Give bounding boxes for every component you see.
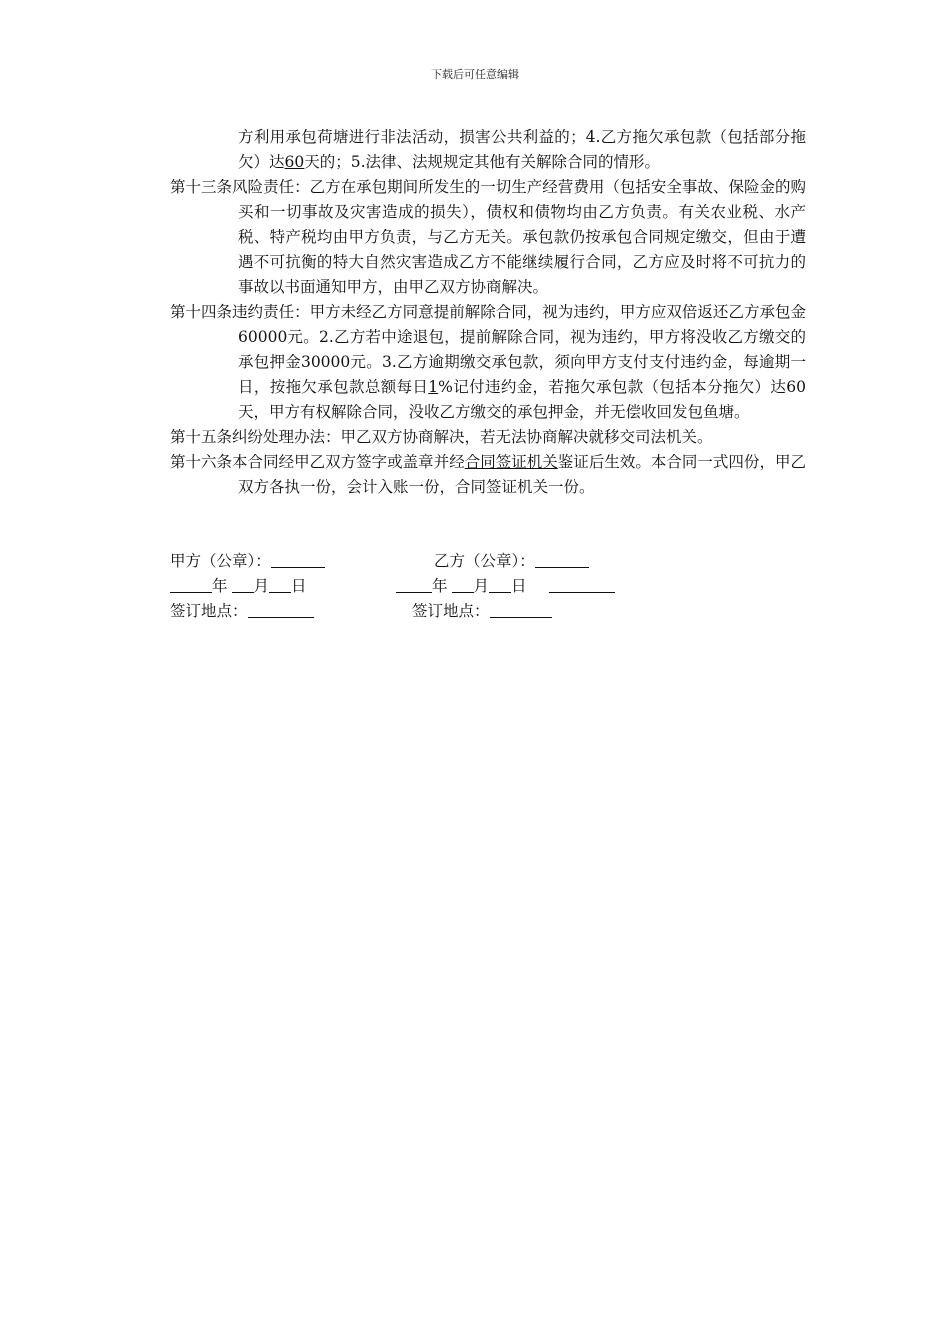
signature-block bbox=[170, 549, 810, 624]
year-blank bbox=[170, 575, 212, 593]
month-blank bbox=[452, 575, 474, 593]
day-blank bbox=[489, 575, 511, 593]
clause-12-continuation bbox=[170, 125, 806, 175]
day-label: 日 bbox=[511, 577, 527, 595]
place-blank bbox=[490, 600, 552, 618]
clause-text: 天的；5.法律、法规规定其他有关解除合同的情形。 bbox=[304, 153, 661, 171]
place-label: 签订地点： bbox=[412, 602, 490, 620]
clause-14 bbox=[170, 300, 806, 425]
contract-body bbox=[170, 125, 806, 500]
place-blank bbox=[248, 600, 314, 618]
rate-value: 1 bbox=[428, 378, 439, 396]
party-a-blank bbox=[271, 550, 325, 568]
clause-text: 鉴证后生效。本合同一式四份，甲乙双方各执一份，会计入账一份，合同签证机关一份。 bbox=[238, 453, 806, 496]
signature-row-place bbox=[170, 599, 810, 624]
extra-blank bbox=[549, 575, 615, 593]
party-a-date bbox=[170, 574, 307, 599]
party-a-label: 甲方（公章）： bbox=[170, 552, 271, 570]
clause-text: 方利用承包荷塘进行非法活动，损害公共利益的；4.乙方拖欠承包款（包括部分拖欠）达 bbox=[238, 128, 806, 171]
month-label: 月 bbox=[253, 577, 270, 595]
clause-text: 第十六条本合同经甲乙双方签字或盖章并经 bbox=[170, 453, 465, 471]
clause-16 bbox=[170, 450, 806, 500]
days-value: 60 bbox=[284, 153, 305, 171]
clause-13: 第十三条风险责任：乙方在承包期间所发生的一切生产经营费用（包括安全事故、保险金的购买和一切事故及灾害造成的损失），债权和债物均由乙方负责。有关农业税、水产税、特产税均由甲方负责，与乙方无关。承包款仍按承包合同规定缴交，但由于遭遇不可抗衡的特大自然灾害造成乙方不能继续履行合同，乙方应及时将不可抗力的事故以书面通知甲方，由甲乙双方协商解决。 bbox=[170, 178, 806, 296]
page-header: 下载后可任意编辑 bbox=[431, 68, 519, 81]
party-a-seal bbox=[170, 549, 325, 574]
party-b-label: 乙方（公章）： bbox=[434, 552, 535, 570]
month-blank bbox=[232, 575, 254, 593]
party-b-place bbox=[412, 599, 552, 624]
year-label: 年 bbox=[432, 577, 448, 595]
day-blank bbox=[269, 575, 291, 593]
signature-row-date bbox=[170, 574, 810, 599]
day-label: 日 bbox=[291, 577, 307, 595]
year-label: 年 bbox=[212, 577, 228, 595]
clause-text: 第十四条违约责任：甲方未经乙方同意提前解除合同，视为违约，甲方应双倍返还乙方承包金60000元。2.乙方若中途退包，提前解除合同，视为违约，甲方将没收乙方缴交的承包押金30000元。3.乙方逾期缴交承包款，须向甲方支付支付违约金，每逾期一日，按拖欠承包款总额每日 bbox=[170, 303, 806, 396]
signature-row-seal bbox=[170, 549, 810, 574]
place-label: 签订地点： bbox=[170, 602, 248, 620]
year-blank bbox=[396, 575, 432, 593]
party-b-blank bbox=[535, 550, 589, 568]
clause-15: 第十五条纠纷处理办法：甲乙双方协商解决，若无法协商解决就移交司法机关。 bbox=[170, 428, 713, 446]
month-label: 月 bbox=[473, 577, 490, 595]
party-b-seal bbox=[434, 549, 589, 574]
clause-text: %记付违约金，若拖欠承包款（包括本分拖欠）达60天，甲方有权解除合同，没收乙方缴交的承包押金，并无偿收回发包鱼塘。 bbox=[238, 378, 806, 421]
certification-org: 合同签证机关 bbox=[464, 453, 558, 471]
party-b-date bbox=[396, 574, 615, 599]
party-a-place bbox=[170, 599, 314, 624]
